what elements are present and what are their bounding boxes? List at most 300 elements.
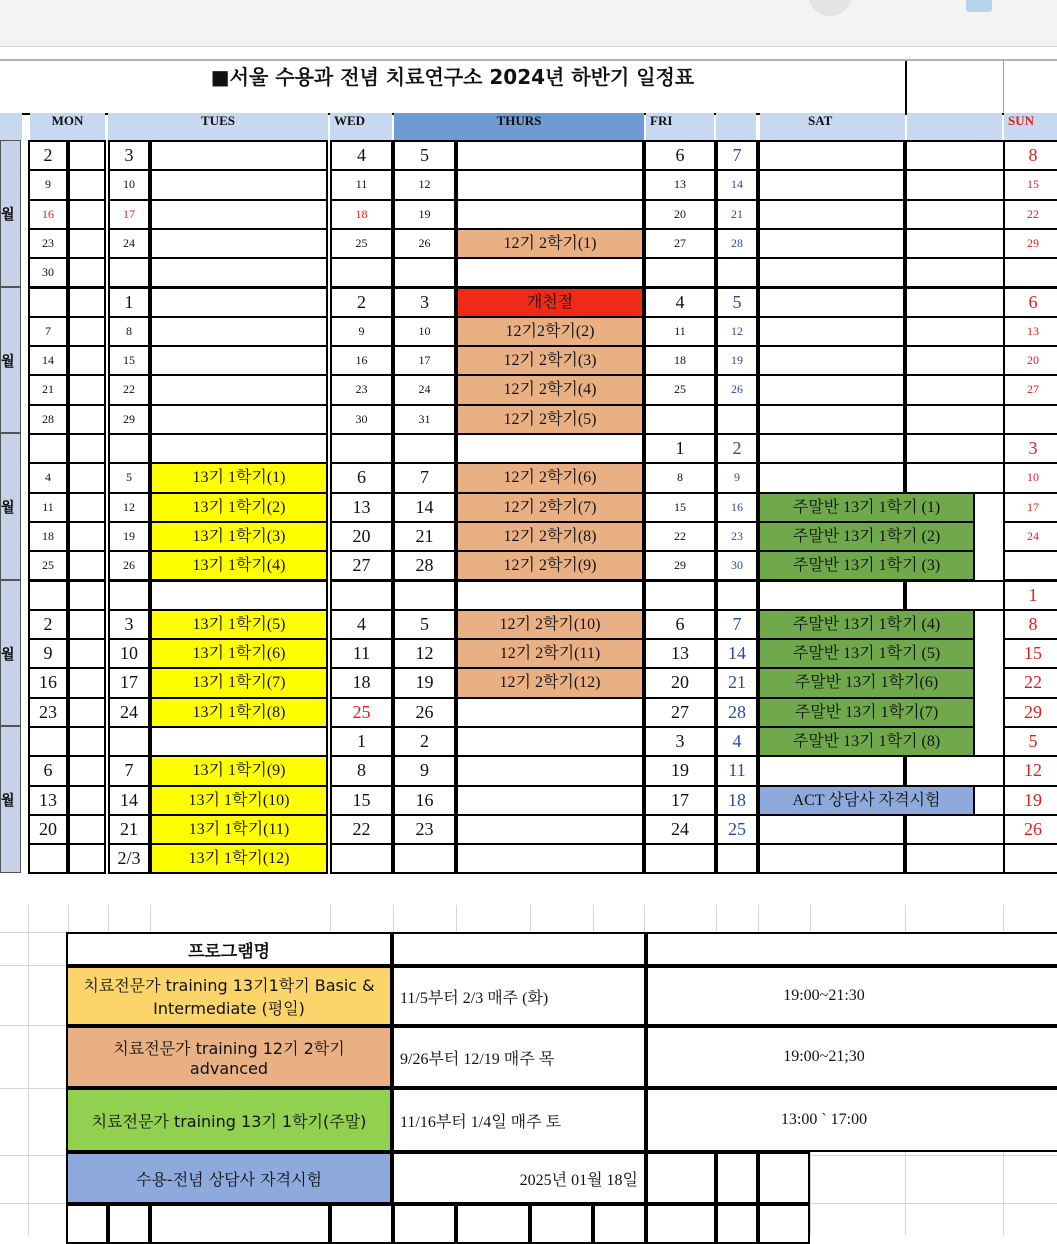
- mon-blank: [68, 199, 106, 230]
- header-sat: SAT: [760, 113, 905, 140]
- legend-period: 11/16부터 1/4일 매주 토: [392, 1088, 646, 1152]
- thu-event: 12기 2학기(12): [456, 667, 644, 698]
- sat-event: 주말반 13기 1학기(6): [758, 667, 975, 698]
- day-tue: 10: [108, 638, 150, 669]
- sat-blank: [905, 257, 1005, 288]
- mon-blank: [68, 638, 106, 669]
- day-tue: 26: [108, 550, 150, 581]
- month-band: [0, 580, 21, 727]
- day-fri: 6: [644, 609, 716, 640]
- sat-event: [758, 433, 905, 464]
- thu-event: [456, 755, 644, 786]
- day-mon: 20: [28, 814, 68, 845]
- day-thu: [393, 257, 456, 288]
- sat-event: [758, 814, 905, 845]
- day-mon: 4: [28, 462, 68, 493]
- sat-event: 주말반 13기 1학기 (2): [758, 521, 975, 552]
- day-sat: 28: [716, 697, 758, 728]
- day-wed: [330, 433, 393, 464]
- day-tue: [108, 580, 150, 611]
- day-tue: [108, 433, 150, 464]
- month-label: 월: [1, 646, 15, 663]
- mon-blank: [68, 726, 106, 757]
- day-sun: [1003, 257, 1057, 288]
- sat-blank: [905, 140, 1005, 171]
- day-sun: 1: [1003, 580, 1057, 611]
- mon-blank: [68, 667, 106, 698]
- day-fri: 20: [644, 667, 716, 698]
- mon-blank: [68, 814, 106, 845]
- day-wed: 11: [330, 638, 393, 669]
- mon-blank: [68, 462, 106, 493]
- day-sun: [1003, 843, 1057, 874]
- day-tue: 8: [108, 316, 150, 347]
- day-tue: 17: [108, 667, 150, 698]
- day-thu: 16: [393, 785, 456, 816]
- day-fri: [644, 580, 716, 611]
- thu-event: [456, 697, 644, 728]
- sat-blank: [905, 755, 1005, 786]
- day-fri: 29: [644, 550, 716, 581]
- day-thu: 17: [393, 345, 456, 376]
- day-fri: 6: [644, 140, 716, 171]
- day-sun: 8: [1003, 609, 1057, 640]
- day-mon: 9: [28, 638, 68, 669]
- day-tue: 17: [108, 199, 150, 230]
- day-tue: 1: [108, 287, 150, 318]
- day-mon: 16: [28, 667, 68, 698]
- sat-event: [758, 287, 905, 318]
- tue-event: [150, 199, 328, 230]
- day-mon: 28: [28, 404, 68, 435]
- day-sat: 30: [716, 550, 758, 581]
- sat-blank: [905, 462, 1005, 493]
- day-mon: 23: [28, 228, 68, 259]
- tue-event: 13기 1학기(9): [150, 755, 328, 786]
- sat-event: ACT 상담사 자격시험: [758, 785, 975, 816]
- thu-event: [456, 433, 644, 464]
- bottom-blank-cell: [108, 1204, 150, 1244]
- header-sat-num: [716, 113, 756, 140]
- sat-event: 주말반 13기 1학기 (1): [758, 492, 975, 523]
- day-wed: 30: [330, 404, 393, 435]
- header-sat-extra: [907, 113, 1002, 140]
- legend-header-blank: [392, 932, 646, 966]
- thu-event: 12기 2학기(5): [456, 404, 644, 435]
- day-tue: 19: [108, 521, 150, 552]
- mon-blank: [68, 404, 106, 435]
- mon-blank: [68, 169, 106, 200]
- thu-event: [456, 140, 644, 171]
- day-sat: 4: [716, 726, 758, 757]
- day-mon: 7: [28, 316, 68, 347]
- tue-event: 13기 1학기(11): [150, 814, 328, 845]
- header-spacer: [0, 113, 22, 140]
- day-thu: 5: [393, 140, 456, 171]
- day-tue: 15: [108, 345, 150, 376]
- day-thu: 21: [393, 521, 456, 552]
- day-fri: 17: [644, 785, 716, 816]
- bottom-blank-cell: [330, 1204, 393, 1244]
- day-wed: 27: [330, 550, 393, 581]
- tue-event: 13기 1학기(7): [150, 667, 328, 698]
- day-tue: 22: [108, 374, 150, 405]
- thu-event: 12기 2학기(1): [456, 228, 644, 259]
- legend-blank: [758, 1152, 810, 1204]
- header-fri: FRI: [646, 113, 714, 140]
- day-mon: [28, 580, 68, 611]
- tue-event: 13기 1학기(6): [150, 638, 328, 669]
- sat-blank: [905, 345, 1005, 376]
- day-fri: 22: [644, 521, 716, 552]
- sat-event: [758, 374, 905, 405]
- day-tue: 3: [108, 609, 150, 640]
- day-thu: 14: [393, 492, 456, 523]
- tue-event: 13기 1학기(3): [150, 521, 328, 552]
- day-sun: 26: [1003, 814, 1057, 845]
- day-thu: 26: [393, 697, 456, 728]
- month-label: 월: [1, 207, 15, 224]
- thu-event: [456, 726, 644, 757]
- day-sat: 2: [716, 433, 758, 464]
- day-sat: 23: [716, 521, 758, 552]
- legend-program-name: 치료전문가 training 12기 2학기 advanced: [66, 1026, 392, 1088]
- day-mon: 18: [28, 521, 68, 552]
- sat-event: 주말반 13기 1학기 (8): [758, 726, 975, 757]
- day-thu: 9: [393, 755, 456, 786]
- day-tue: 14: [108, 785, 150, 816]
- mon-blank: [68, 492, 106, 523]
- mon-blank: [68, 755, 106, 786]
- day-fri: 15: [644, 492, 716, 523]
- day-sun: 13: [1003, 316, 1057, 347]
- day-sun: 20: [1003, 345, 1057, 376]
- sat-event: [758, 228, 905, 259]
- sat-event: [758, 169, 905, 200]
- day-fri: 20: [644, 199, 716, 230]
- bottom-blank-cell: [716, 1204, 758, 1244]
- day-sun: 19: [1003, 785, 1057, 816]
- day-mon: [28, 433, 68, 464]
- day-sat: 21: [716, 667, 758, 698]
- day-mon: 23: [28, 697, 68, 728]
- day-thu: 23: [393, 814, 456, 845]
- day-mon: 25: [28, 550, 68, 581]
- legend-period: 2025년 01월 18일: [392, 1152, 646, 1204]
- blue-square-icon[interactable]: [966, 0, 992, 12]
- mon-blank: [68, 550, 106, 581]
- day-sat: 19: [716, 345, 758, 376]
- bottom-blank-cell: [593, 1204, 646, 1244]
- sat-blank: [905, 374, 1005, 405]
- mon-blank: [68, 140, 106, 171]
- day-sat: 7: [716, 140, 758, 171]
- sat-blank: [905, 228, 1005, 259]
- day-thu: 19: [393, 199, 456, 230]
- header-sun: SUN: [1004, 113, 1057, 140]
- day-tue: [108, 257, 150, 288]
- sat-event: [758, 316, 905, 347]
- day-sun: 27: [1003, 374, 1057, 405]
- day-wed: 20: [330, 521, 393, 552]
- day-thu: 26: [393, 228, 456, 259]
- tue-event: 13기 1학기(8): [150, 697, 328, 728]
- day-fri: 25: [644, 374, 716, 405]
- tue-event: [150, 374, 328, 405]
- sat-blank: [905, 814, 1005, 845]
- day-wed: 4: [330, 609, 393, 640]
- day-thu: [393, 580, 456, 611]
- day-tue: 12: [108, 492, 150, 523]
- day-tue: 10: [108, 169, 150, 200]
- legend-period: 11/5부터 2/3 매주 (화): [392, 966, 646, 1026]
- tue-event: [150, 228, 328, 259]
- mon-blank: [68, 316, 106, 347]
- legend-program-name: 치료전문가 training 13기 1학기(주말): [66, 1088, 392, 1152]
- day-tue: 5: [108, 462, 150, 493]
- sat-blank: [905, 843, 1005, 874]
- tue-event: [150, 140, 328, 171]
- legend-period: 9/26부터 12/19 매주 목: [392, 1026, 646, 1088]
- sat-event: [758, 462, 905, 493]
- day-wed: 16: [330, 345, 393, 376]
- mon-blank: [68, 374, 106, 405]
- tue-event: [150, 257, 328, 288]
- day-sat: 9: [716, 462, 758, 493]
- tue-event: [150, 345, 328, 376]
- sat-event: [758, 345, 905, 376]
- day-thu: 7: [393, 462, 456, 493]
- day-wed: [330, 580, 393, 611]
- sat-event: [758, 843, 905, 874]
- day-mon: 13: [28, 785, 68, 816]
- month-band: [0, 287, 21, 434]
- day-wed: 9: [330, 316, 393, 347]
- month-label: 월: [1, 500, 15, 517]
- day-fri: 19: [644, 755, 716, 786]
- sat-event: 주말반 13기 1학기 (4): [758, 609, 975, 640]
- sat-event: [758, 404, 905, 435]
- day-sun: 10: [1003, 462, 1057, 493]
- bottom-blank-cell: [66, 1204, 108, 1244]
- tue-event: 13기 1학기(10): [150, 785, 328, 816]
- day-wed: 11: [330, 169, 393, 200]
- bottom-blank-cell: [150, 1204, 330, 1244]
- day-sun: 12: [1003, 755, 1057, 786]
- legend-time: 19:00~21;30: [646, 1026, 1057, 1088]
- sat-event: 주말반 13기 1학기 (3): [758, 550, 975, 581]
- day-sat: 5: [716, 287, 758, 318]
- tue-event: [150, 404, 328, 435]
- tue-event: [150, 287, 328, 318]
- bottom-blank-cell: [646, 1204, 716, 1244]
- day-fri: 8: [644, 462, 716, 493]
- day-mon: 2: [28, 140, 68, 171]
- day-fri: 4: [644, 287, 716, 318]
- day-sun: 5: [1003, 726, 1057, 757]
- day-sat: 14: [716, 169, 758, 200]
- thu-event: [456, 785, 644, 816]
- thu-event: 12기 2학기(4): [456, 374, 644, 405]
- day-mon: 11: [28, 492, 68, 523]
- legend-header: 프로그램명: [66, 932, 392, 966]
- day-tue: 3: [108, 140, 150, 171]
- day-fri: 3: [644, 726, 716, 757]
- day-mon: 9: [28, 169, 68, 200]
- day-sat: [716, 404, 758, 435]
- day-wed: [330, 843, 393, 874]
- day-fri: [644, 257, 716, 288]
- thu-event: [456, 814, 644, 845]
- thu-event: [456, 843, 644, 874]
- thu-event: 개천절: [456, 287, 644, 318]
- day-wed: 1: [330, 726, 393, 757]
- day-wed: 4: [330, 140, 393, 171]
- day-fri: 24: [644, 814, 716, 845]
- month-label: 월: [1, 353, 15, 370]
- sat-blank: [905, 580, 1005, 611]
- day-wed: 13: [330, 492, 393, 523]
- day-fri: 27: [644, 697, 716, 728]
- sat-blank: [905, 316, 1005, 347]
- day-tue: 24: [108, 697, 150, 728]
- legend-program-name: 수용-전념 상담사 자격시험: [66, 1152, 392, 1204]
- day-sat: 21: [716, 199, 758, 230]
- legend-time: 19:00~21:30: [646, 966, 1057, 1026]
- day-sat: 14: [716, 638, 758, 669]
- sat-blank: [905, 199, 1005, 230]
- day-fri: 1: [644, 433, 716, 464]
- day-mon: 21: [28, 374, 68, 405]
- day-sun: 24: [1003, 521, 1057, 552]
- day-wed: 22: [330, 814, 393, 845]
- day-wed: 2: [330, 287, 393, 318]
- day-sat: [716, 580, 758, 611]
- day-sat: 26: [716, 374, 758, 405]
- day-thu: 5: [393, 609, 456, 640]
- month-label: 월: [1, 793, 15, 810]
- mon-blank: [68, 433, 106, 464]
- thu-event: [456, 580, 644, 611]
- thu-event: 12기2학기(2): [456, 316, 644, 347]
- day-mon: [28, 287, 68, 318]
- thu-event: 12기 2학기(9): [456, 550, 644, 581]
- day-wed: 25: [330, 228, 393, 259]
- day-wed: [330, 257, 393, 288]
- tue-event: [150, 580, 328, 611]
- tue-event: 13기 1학기(5): [150, 609, 328, 640]
- day-sun: 6: [1003, 287, 1057, 318]
- tue-event: [150, 169, 328, 200]
- thu-event: 12기 2학기(10): [456, 609, 644, 640]
- sat-event: [758, 257, 905, 288]
- day-sat: [716, 257, 758, 288]
- bottom-blank-cell: [456, 1204, 530, 1244]
- day-wed: 23: [330, 374, 393, 405]
- day-sat: 16: [716, 492, 758, 523]
- day-thu: 3: [393, 287, 456, 318]
- month-band: [0, 140, 21, 287]
- day-mon: [28, 843, 68, 874]
- day-tue: 7: [108, 755, 150, 786]
- day-sun: 15: [1003, 638, 1057, 669]
- tue-event: [150, 726, 328, 757]
- tue-event: 13기 1학기(12): [150, 843, 328, 874]
- day-thu: 24: [393, 374, 456, 405]
- header-tues: TUES: [108, 113, 328, 140]
- grid-line: [28, 905, 29, 1235]
- circle-button-icon[interactable]: [808, 0, 852, 16]
- day-tue: 29: [108, 404, 150, 435]
- day-thu: 10: [393, 316, 456, 347]
- day-sun: 15: [1003, 169, 1057, 200]
- day-sun: 22: [1003, 199, 1057, 230]
- thu-event: 12기 2학기(7): [456, 492, 644, 523]
- day-tue: 2/3: [108, 843, 150, 874]
- header-wed: WED: [330, 113, 392, 140]
- day-sun: 29: [1003, 697, 1057, 728]
- mon-blank: [68, 521, 106, 552]
- mon-blank: [68, 843, 106, 874]
- day-sat: 18: [716, 785, 758, 816]
- thu-event: 12기 2학기(11): [456, 638, 644, 669]
- bottom-blank-cell: [758, 1204, 810, 1244]
- legend-blank: [646, 1152, 716, 1204]
- day-sun: 3: [1003, 433, 1057, 464]
- day-fri: [644, 843, 716, 874]
- day-mon: 14: [28, 345, 68, 376]
- sat-blank: [905, 404, 1005, 435]
- title-row: [0, 59, 1057, 115]
- day-thu: 31: [393, 404, 456, 435]
- day-mon: 2: [28, 609, 68, 640]
- day-thu: 2: [393, 726, 456, 757]
- mon-blank: [68, 287, 106, 318]
- day-fri: 11: [644, 316, 716, 347]
- day-wed: 18: [330, 667, 393, 698]
- header-mon: MON: [30, 113, 105, 140]
- day-sun: 8: [1003, 140, 1057, 171]
- sat-event: [758, 140, 905, 171]
- mon-blank: [68, 609, 106, 640]
- sat-event: 주말반 13기 1학기(7): [758, 697, 975, 728]
- mon-blank: [68, 785, 106, 816]
- day-wed: 25: [330, 697, 393, 728]
- day-fri: 13: [644, 169, 716, 200]
- day-sat: 7: [716, 609, 758, 640]
- day-wed: 8: [330, 755, 393, 786]
- day-fri: 27: [644, 228, 716, 259]
- sat-blank: [905, 169, 1005, 200]
- legend-header-blank: [646, 932, 1057, 966]
- thu-event: 12기 2학기(3): [456, 345, 644, 376]
- tue-event: 13기 1학기(2): [150, 492, 328, 523]
- mon-blank: [68, 228, 106, 259]
- sat-event: [758, 755, 905, 786]
- mon-blank: [68, 257, 106, 288]
- month-band: [0, 726, 21, 873]
- day-sun: 29: [1003, 228, 1057, 259]
- day-thu: [393, 433, 456, 464]
- mon-blank: [68, 697, 106, 728]
- tue-event: [150, 316, 328, 347]
- page-title: ■서울 수용과 전념 치료연구소 2024년 하반기 일정표: [210, 65, 695, 89]
- month-band: [0, 433, 21, 580]
- mon-blank: [68, 580, 106, 611]
- tue-event: 13기 1학기(1): [150, 462, 328, 493]
- day-fri: [644, 404, 716, 435]
- tue-event: 13기 1학기(4): [150, 550, 328, 581]
